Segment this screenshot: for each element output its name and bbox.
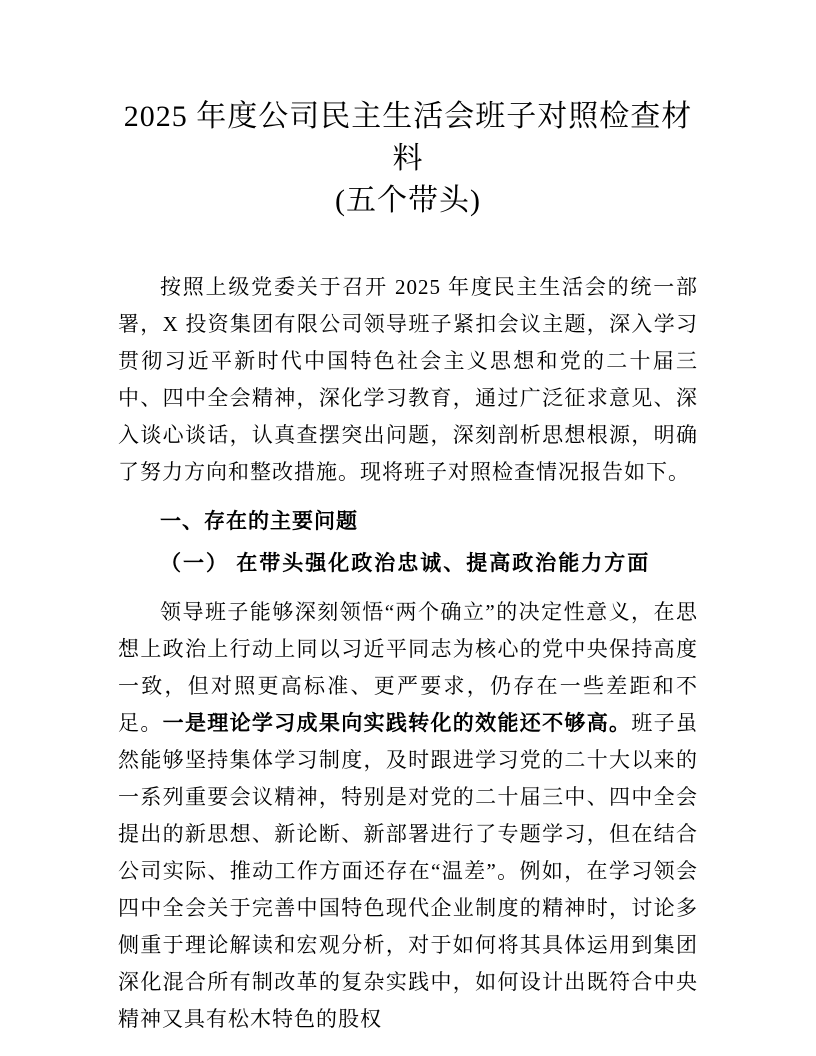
- body-text-bold-emphasis: 一是理论学习成果向实践转化的效能还不够高。: [162, 711, 632, 735]
- document-title-line-1: 2025 年度公司民主生活会班子对照检查材料: [123, 100, 693, 175]
- document-title: [118, 96, 698, 222]
- body-text-normal-2: 班子虽然能够坚持集体学习制度，及时跟进学习党的二十大以来的一系列重要会议精神，特别是对党的二十届三中、四中全会提出的新思想、新论断、新部署进行了专题学习，但在结合公司实际、推动工作方面还存在“温差”。例如，在学习领会四中全会关于完善中国特色现代企业制度的精神时，讨论多侧重于理论解读和宏观分析，对于如何将其具体运用到集团深化混合所有制改革的复杂实践中，如何设计出既符合中央精神又具有松木特色的股权: [118, 711, 698, 1031]
- intro-paragraph: 按照上级党委关于召开 2025 年度民主生活会的统一部署，X 投资集团有限公司领导班子紧扣会议主题，深入学习贯彻习近平新时代中国特色社会主义思想和党的二十届三中、四中全会精神，深化学习教育，通过广泛征求意见、深入谈心谈话，认真查摆突出问题，深刻剖析思想根源，明确了努力方向和整改措施。现将班子对照检查情况报告如下。: [118, 275, 698, 484]
- subsection-body-paragraph: [118, 594, 698, 1038]
- subsection-heading-political-loyalty: （一） 在带头强化政治忠诚、提高政治能力方面: [160, 551, 651, 575]
- body-text-normal-1: 领导班子能够深刻领悟“两个确立”的决定性意义，在思想上政治上行动上同以习近平同志为核心的党中央保持高度一致，但对照更高标准、更严要求，仍存在一些差距和不足。: [118, 600, 698, 735]
- document-title-line-2: (五个带头): [335, 184, 481, 217]
- section-heading-main-problems: 一、存在的主要问题: [160, 510, 358, 533]
